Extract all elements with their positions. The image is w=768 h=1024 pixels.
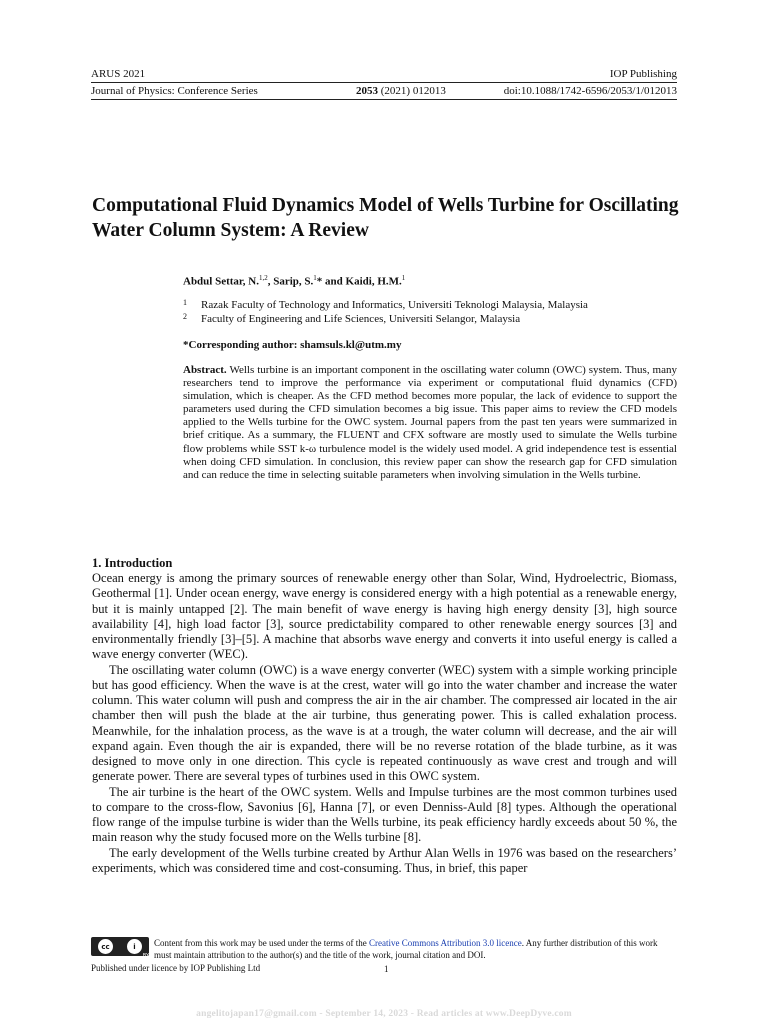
affiliation-text: Faculty of Engineering and Life Sciences, Universiti Selangor, Malaysia	[201, 313, 521, 325]
header-rule-bottom	[91, 99, 677, 100]
affiliation-number: 1	[183, 298, 187, 307]
author-1: Abdul Settar, N.	[183, 275, 259, 288]
author-2: , Sarip, S.	[267, 275, 314, 288]
licence-link[interactable]: Creative Commons Attribution 3.0 licence	[368, 938, 522, 948]
author-3-affil: 1	[401, 274, 406, 282]
volume-number: 2053	[356, 85, 378, 97]
published-under-licence: Published under licence by IOP Publishing Ltd	[91, 963, 261, 973]
author-2-affil: 1	[313, 274, 317, 282]
publisher-name: IOP Publishing	[609, 68, 677, 80]
journal-series: Journal of Physics: Conference Series	[91, 85, 258, 97]
author-3: * and Kaidi, H.M.	[316, 275, 402, 288]
affiliation-number: 2	[183, 312, 187, 321]
author-1-affil: 1,2	[259, 274, 268, 282]
attribution-icon: i	[127, 939, 142, 954]
paragraph: The early development of the Wells turbine created by Arthur Alan Wells in 1976 was based on the researchers’ experiments, which was considered time and cost-consuming. Thus, in brief, this paper	[92, 845, 677, 875]
abstract	[183, 364, 677, 482]
conference-name: ARUS 2021	[91, 68, 146, 80]
affiliation-text: Razak Faculty of Technology and Informatics, Universiti Teknologi Malaysia, Malaysia	[201, 299, 588, 311]
paragraph: The air turbine is the heart of the OWC system. Wells and Impulse turbines are the most common turbines used to compare to the cross-flow, Savonius [6], Hanna [7], or even Denniss-Auld [8] types. Although the operational flow range of the impulse turbine is wider than the Wells turbine, its peak efficiency hardly exceeds about 50 %, the main reason why the study focused more on the Wells turbine [8].	[92, 784, 677, 845]
volume-info	[356, 85, 446, 98]
cc-icon: cc	[98, 939, 113, 954]
abstract-text: Wells turbine is an important component in the oscillating water column (OWC) system. Thus, many researchers tend to improve the performance via experiment or computational fluid dynamics (CFD) simulation, which is cheaper. As the CFD method becomes more popular, the lack of evidence to support the parameters used during the CFD simulation becomes a big issue. This paper aims to review the CFD models applied to the Wells turbine for the OWC system. Journal papers from the past ten years were summarized in brief critique. As a summary, the FLUENT and CFX software are mostly used to simulate the Wells turbine flow problems while SST k-ω turbulence model is the widely used model. A grid independence test is essential when doing CFD simulation. In conclusion, this review paper can show the research gap for CFD simulation and can reduce the time in selecting suitable parameters when involving simulation in the Wells turbine.	[183, 364, 677, 481]
paper-title: Computational Fluid Dynamics Model of Wells Turbine for Oscillating Water Column System: A Review	[92, 195, 679, 241]
section-heading-introduction: 1. Introduction	[92, 556, 173, 570]
abstract-label: Abstract.	[183, 364, 227, 376]
doi-link[interactable]: doi:10.1088/1742-6596/2053/1/012013	[503, 85, 677, 97]
licence-text-pre: Content from this work may be used under the terms of the	[154, 938, 369, 948]
download-watermark: angelitojapan17@gmail.com - September 14, 2023 - Read articles at www.DeepDyve.com	[196, 1009, 572, 1019]
paragraph: The oscillating water column (OWC) is a wave energy converter (WEC) system with a simple working principle but has good efficiency. When the wave is at the crest, water will go into the water chamber and increase the water column. This water column will push and compress the air in the air chamber. The compressed air located in the air chamber then will push the blade at the air turbine, thus generating power. This is called exhalation process. Meanwhile, for the inhalation process, as the wave is at a trough, the water column will decrease, and the air will expand again. Even though the air is expanded, there will be no reverse rotation of the blade turbine, as it was designed to move only in one direction. This cycle is repeated continuously as wave crest and trough and will generate power. There are several types of turbines used in this OWC system.	[92, 662, 677, 784]
author-list	[183, 274, 405, 288]
licence-statement	[154, 938, 677, 961]
introduction-body	[92, 571, 677, 876]
corresponding-author: *Corresponding author: shamsuls.kl@utm.my	[183, 339, 402, 351]
paragraph: Ocean energy is among the primary sources of renewable energy other than Solar, Wind, Hydroelectric, Biomass, Geothermal [1]. Under ocean energy, wave energy is considered energy with a high potential as a renewable energy, but it is mainly untapped [2]. The main benefit of wave energy is having high energy density [3], high source availability [4], high load factor [3], source predictability compared to other renewable energy sources [3] and environmentally friendly [3]–[5]. A machine that absorbs wave energy and converts it into useful energy is called a wave energy converter (WEC).	[92, 571, 677, 662]
page-number: 1	[384, 964, 389, 974]
issue-info: (2021) 012013	[378, 85, 446, 97]
header-rule-top	[91, 82, 677, 83]
affiliation-2	[183, 310, 520, 326]
cc-by-label: BY	[142, 953, 149, 959]
licence-text-post: . Any further distribution of this work must maintain attribution to the author(s) and the title of the work, journal citation and DOI.	[154, 938, 658, 960]
